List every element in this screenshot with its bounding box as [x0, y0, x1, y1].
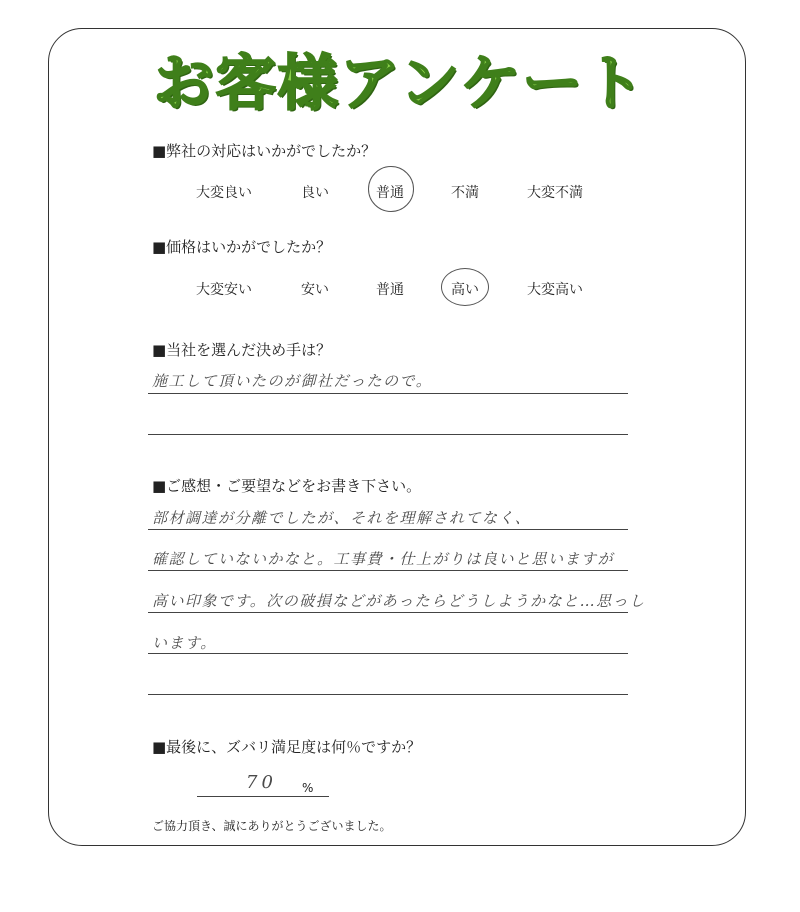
answer-line [148, 570, 628, 571]
option-good: 良い [301, 185, 329, 201]
answer-line [148, 434, 628, 435]
option-normal-selected: 普通 [376, 185, 404, 201]
question-service: ■弊社の対応はいかがでしたか？ [152, 142, 377, 160]
question-satisfaction: ■最後に、ズバリ満足度は何％ですか？ [152, 738, 422, 756]
handwritten-answer: 部材調達が分離でしたが、それを理解されてなく、 [152, 509, 532, 527]
handwritten-answer: 確認していないかなと。工事費・仕上がりは良いと思いますが [152, 550, 615, 568]
answer-line [148, 653, 628, 654]
option-price-normal: 普通 [376, 282, 404, 298]
option-expensive-selected: 高い [451, 282, 479, 298]
handwritten-answer: います。 [152, 634, 217, 652]
thanks-message: ご協力頂き、誠にありがとうございました。 [152, 819, 392, 833]
selection-circle [441, 268, 489, 306]
option-dissatisfied: 不満 [451, 185, 479, 201]
question-deciding-factor: ■当社を選んだ決め手は？ [152, 341, 332, 359]
question-price: ■価格はいかがでしたか？ [152, 238, 332, 256]
option-very-dissatisfied: 大変不満 [527, 185, 583, 201]
answer-line [148, 612, 628, 613]
option-very-good: 大変良い [196, 185, 252, 201]
option-very-cheap: 大変安い [196, 282, 252, 298]
option-cheap: 安い [301, 282, 329, 298]
question-comments: ■ご感想・ご要望などをお書き下さい。 [152, 477, 422, 495]
handwritten-answer: 高い印象です。次の破損などがあったらどうしようかなと…思っし [152, 592, 646, 610]
handwritten-answer: 施工して頂いたのが御社だったので。 [152, 372, 433, 390]
percent-unit: % [302, 781, 314, 795]
selection-circle [368, 166, 414, 212]
satisfaction-line [197, 796, 329, 797]
answer-line [148, 529, 628, 530]
answer-line [148, 393, 628, 394]
answer-line [148, 694, 628, 695]
satisfaction-value: 70 [246, 772, 277, 793]
option-very-expensive: 大変高い [527, 282, 583, 298]
survey-title: お客様アンケート [153, 49, 647, 119]
